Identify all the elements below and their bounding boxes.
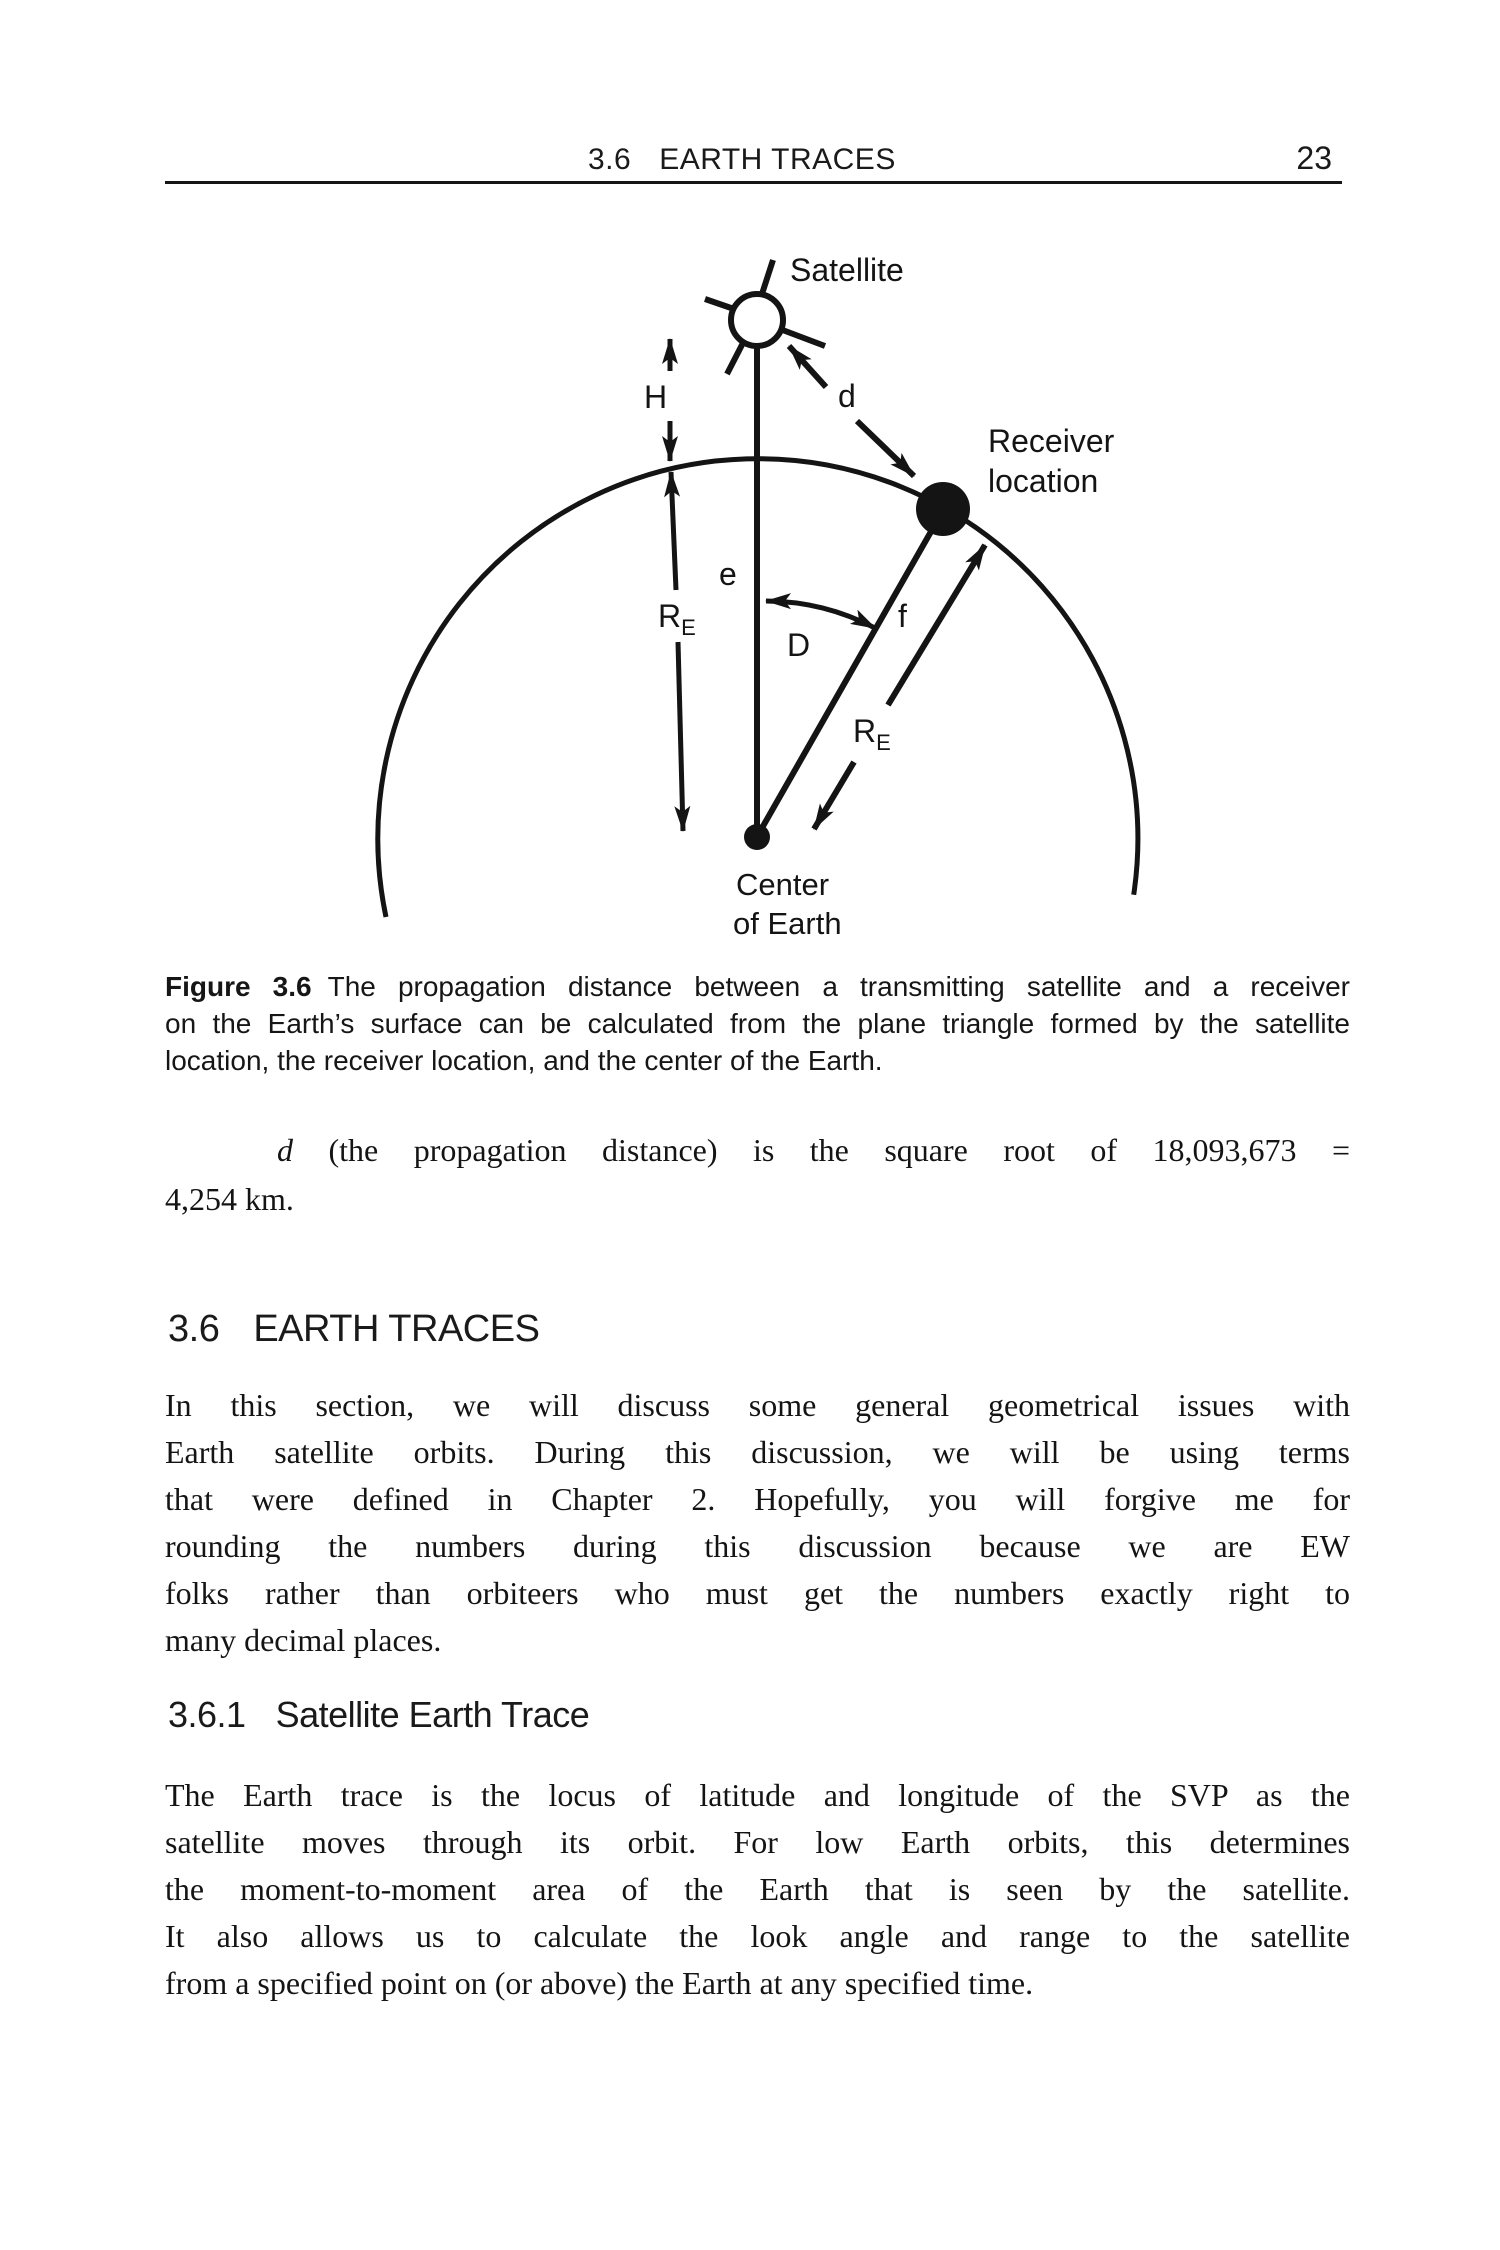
f-label: f: [898, 598, 907, 634]
paragraph-line: In this section, we will discuss some general geometrical issues with: [165, 1387, 1350, 1423]
figure-caption-line: on the Earth’s surface can be calculated from the plane triangle formed by the satellite: [165, 1008, 1350, 1039]
page-number: 23: [1296, 140, 1332, 176]
re-right-label: $R_E$: [853, 713, 891, 755]
figure-caption-line: [165, 968, 1350, 1005]
d-label: d: [838, 378, 856, 414]
center-of-earth-label-line2: of Earth: [733, 906, 842, 941]
receiver-location-label-line2: location: [988, 463, 1099, 499]
paragraph-line: from a specified point on (or above) the Earth at any specified time.: [165, 1965, 1034, 2001]
figure-caption-label: Figure 3.6: [165, 971, 312, 1002]
section-paragraph: [165, 1382, 1350, 1664]
h-label: H: [644, 379, 668, 415]
receiver-location-dot: [916, 482, 970, 536]
figure-caption-line: location, the receiver location, and the center of the Earth.: [165, 1045, 883, 1076]
re-left-arrow: [671, 472, 683, 831]
paragraph-line: the moment-to-moment area of the Earth that is seen by the satellite.: [165, 1871, 1350, 1907]
section-number: 3.6: [168, 1308, 220, 1350]
section-title: EARTH TRACES: [253, 1308, 540, 1350]
paragraph-line: It also allows us to calculate the look angle and range to the satellite: [165, 1918, 1350, 1954]
paragraph-line: Earth satellite orbits. During this discussion, we will be using terms: [165, 1434, 1350, 1470]
paragraph-line: 4,254 km.: [165, 1181, 294, 1217]
paragraph-line: [165, 1126, 1350, 1175]
re-left-label: $R_E$: [658, 598, 696, 640]
figure-caption-text: The propagation distance between a transmitting satellite and a receiver: [327, 971, 1350, 1002]
satellite-geometry-figure: [0, 200, 1500, 960]
section-heading-3-6: [168, 1308, 539, 1351]
header-rule: [165, 181, 1342, 184]
d-arrow-to-satellite: [789, 346, 826, 387]
central-angle-arc: [766, 601, 876, 628]
running-head-title: EARTH TRACES: [659, 143, 896, 176]
receiver-location-label-line1: Receiver: [988, 423, 1115, 459]
line-receiver-to-center: [758, 507, 945, 835]
central-angle-label: D: [787, 627, 811, 663]
running-head: [588, 143, 896, 177]
d-arrow-to-receiver: [857, 421, 914, 476]
paragraph-line: folks rather than orbiteers who must get the numbers exactly right to: [165, 1575, 1350, 1611]
center-of-earth-dot: [744, 824, 770, 850]
running-head-number: 3.6: [588, 143, 632, 176]
d-variable: d: [277, 1132, 293, 1168]
figure-caption: [165, 968, 1350, 1079]
subsection-number: 3.6.1: [168, 1694, 246, 1735]
subsection-title: Satellite Earth Trace: [275, 1694, 590, 1735]
e-label: e: [719, 556, 737, 592]
center-of-earth-label-line1: Center: [736, 867, 830, 902]
paragraph-line: rounding the numbers during this discussion because we are EW: [165, 1528, 1350, 1564]
propagation-distance-paragraph: [165, 1126, 1350, 1224]
paragraph-line: that were defined in Chapter 2. Hopefully, you will forgive me for: [165, 1481, 1350, 1517]
subsection-heading-3-6-1: [168, 1694, 589, 1736]
paragraph-line: many decimal places.: [165, 1622, 442, 1658]
paragraph-line: satellite moves through its orbit. For low Earth orbits, this determines: [165, 1824, 1350, 1860]
satellite-label: Satellite: [790, 252, 904, 288]
paragraph-line: The Earth trace is the locus of latitude and longitude of the SVP as the: [165, 1777, 1350, 1813]
paragraph-text: (the propagation distance) is the square root of 18,093,673 =: [293, 1132, 1350, 1168]
subsection-paragraph: [165, 1772, 1350, 2007]
